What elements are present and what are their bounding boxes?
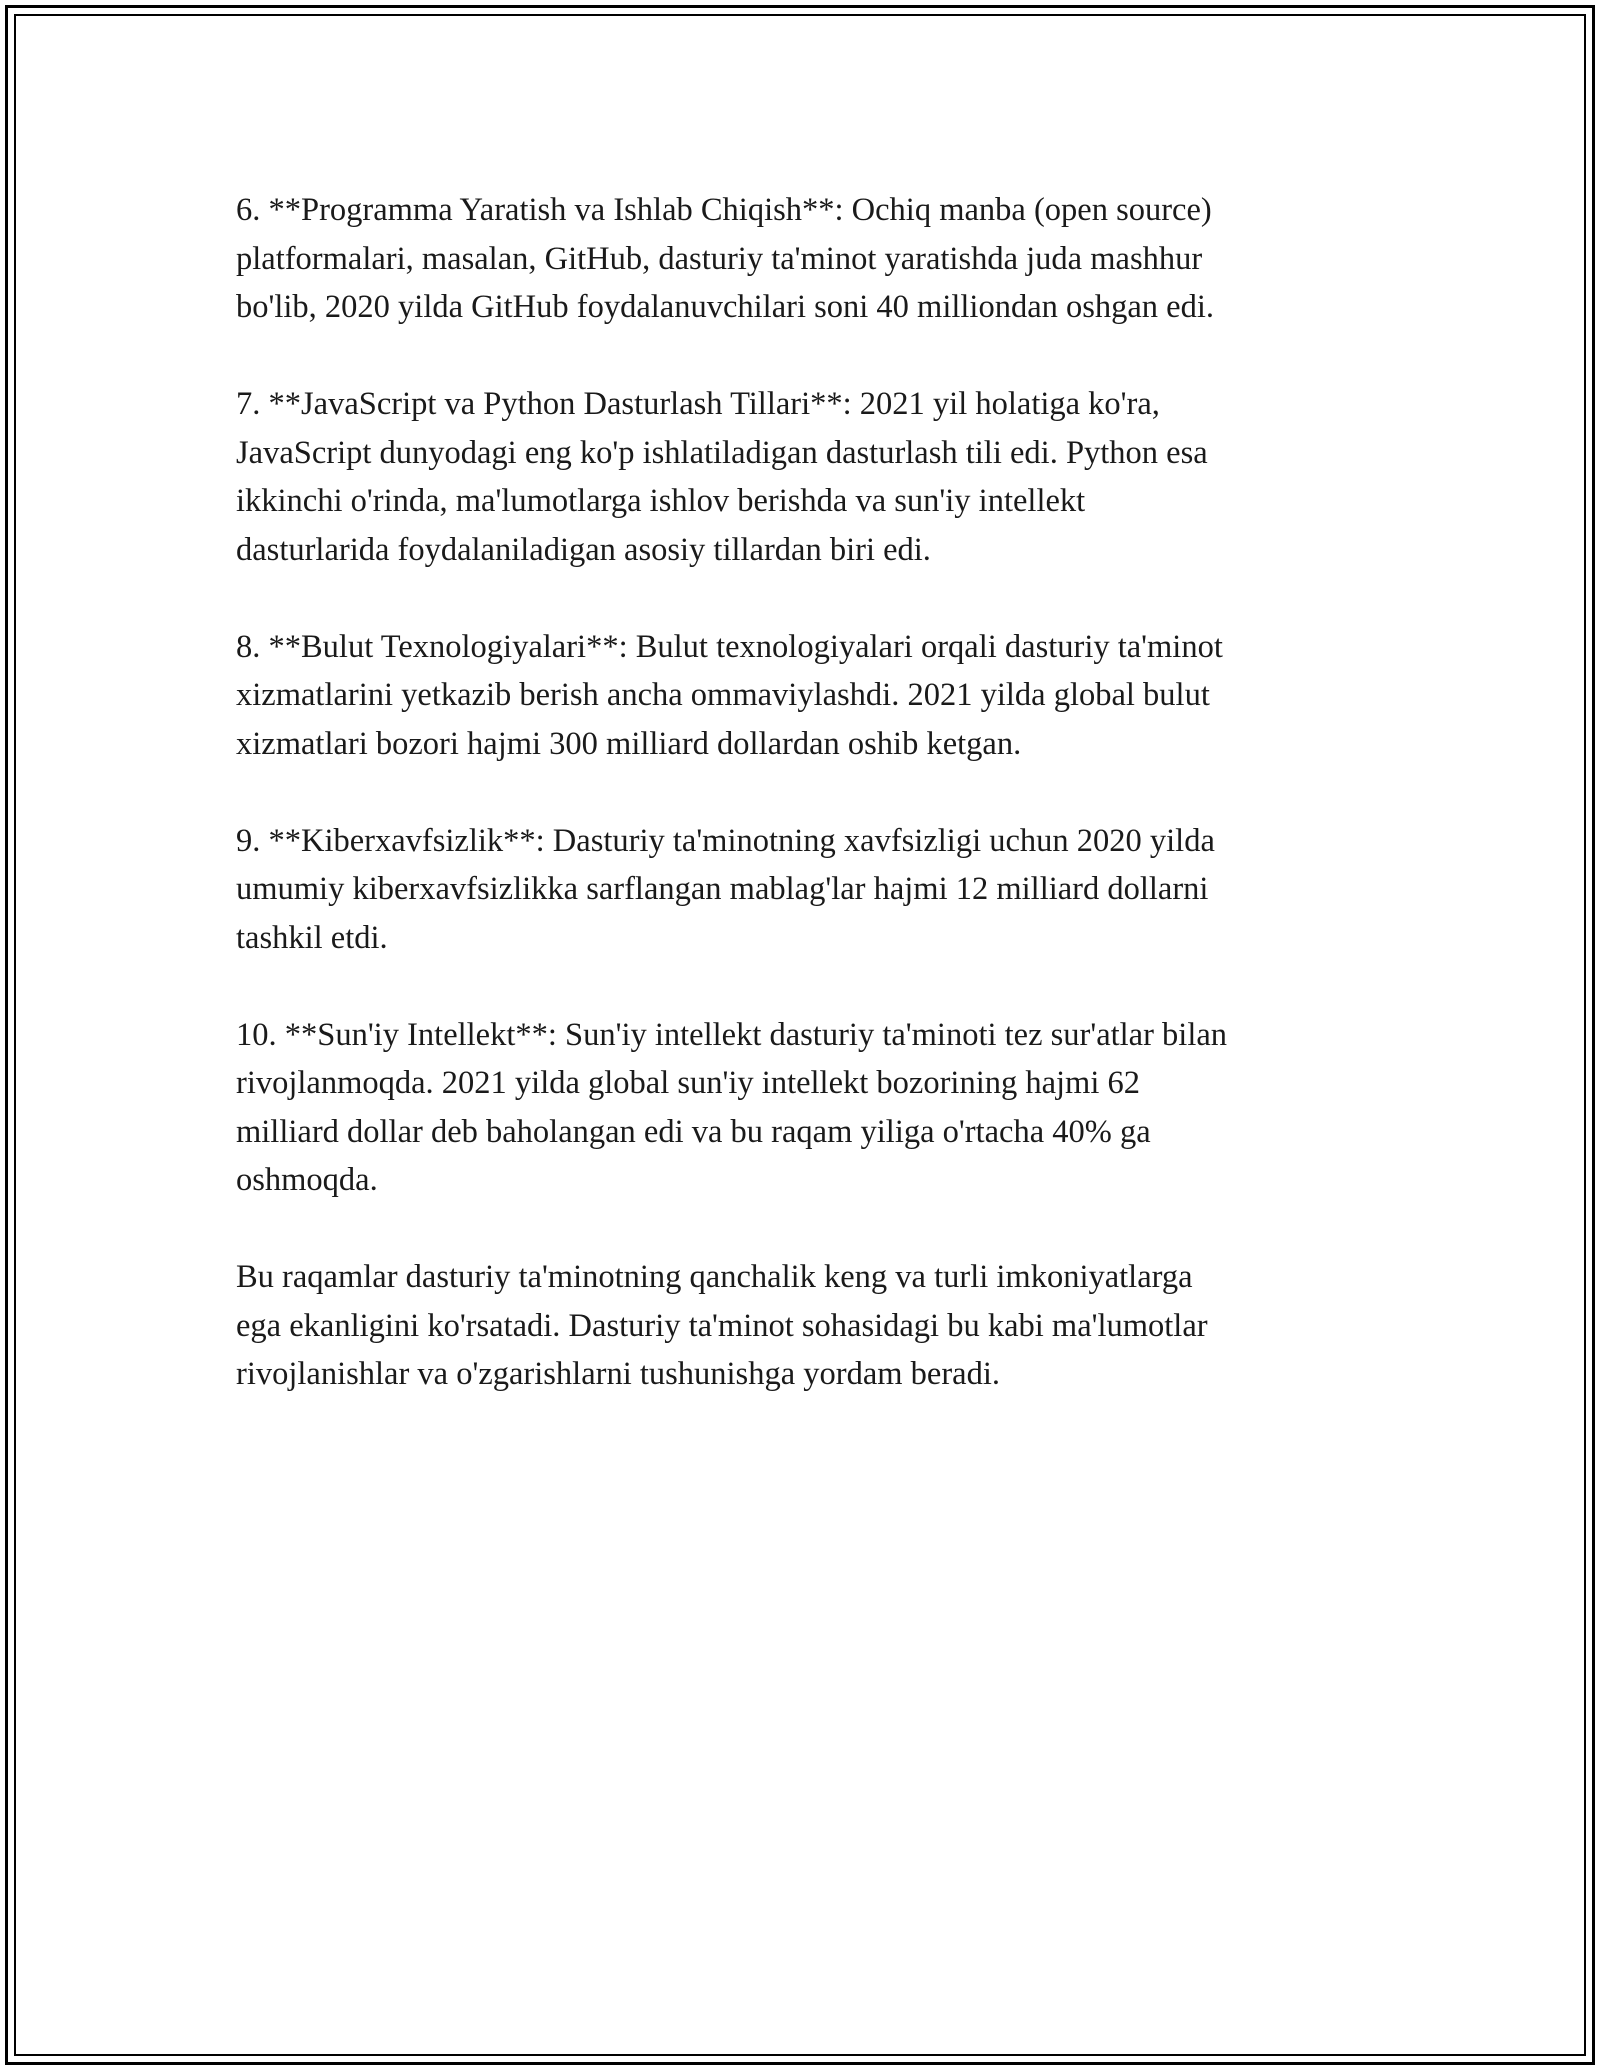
text-line: platformalari, masalan, GitHub, dasturiy ta'minot yaratishda juda mashhur <box>236 240 1203 277</box>
paragraph-item-6 <box>236 186 1366 332</box>
text-line: Bu raqamlar dasturiy ta'minotning qanchalik keng va turli imkoniyatlarga <box>236 1259 1193 1295</box>
text-line: umumiy kiberxavfsizlikka sarflangan mablag'lar hajmi 12 milliard dollarni <box>236 871 1209 907</box>
text-line: 7. **JavaScript va Python Dasturlash Tillari**: 2021 yil holatiga ko'ra, <box>236 386 1160 422</box>
text-line: rivojlanishlar va o'zgarishlarni tushunishga yordam beradi. <box>236 1356 1000 1392</box>
text-line: xizmatlarini yetkazib berish ancha ommaviylashdi. 2021 yilda global bulut <box>236 677 1210 713</box>
text-line: JavaScript dunyodagi eng ko'p ishlatiladigan dasturlash tili edi. Python esa <box>236 434 1208 471</box>
text-line: 9. **Kiberxavfsizlik**: Dasturiy ta'minotning xavfsizligi uchun 2020 yilda <box>236 822 1215 859</box>
text-line: ega ekanligini ko'rsatadi. Dasturiy ta'minot sohasidagi bu kabi ma'lumotlar <box>236 1307 1208 1344</box>
text-line: ikkinchi o'rinda, ma'lumotlarga ishlov berishda va sun'iy intellekt <box>236 483 1086 519</box>
text-line: 6. **Programma Yaratish va Ishlab Chiqish**: Ochiq manba (open source) <box>236 192 1212 228</box>
paragraph-conclusion <box>236 1253 1366 1399</box>
text-line: 8. **Bulut Texnologiyalari**: Bulut texnologiyalari orqali dasturiy ta'minot <box>236 628 1223 665</box>
text-line: oshmoqda. <box>236 1162 378 1198</box>
document-body <box>236 186 1366 1447</box>
paragraph-item-7 <box>236 380 1366 574</box>
text-line: dasturlarida foydalaniladigan asosiy tillardan biri edi. <box>236 531 931 568</box>
text-line: tashkil etdi. <box>236 919 388 956</box>
text-line: bo'lib, 2020 yilda GitHub foydalanuvchilari soni 40 milliondan oshgan edi. <box>236 289 1215 325</box>
paragraph-item-10 <box>236 1011 1366 1205</box>
paragraph-item-9 <box>236 817 1366 963</box>
text-line: xizmatlari bozori hajmi 300 milliard dollardan oshib ketgan. <box>236 725 1022 762</box>
text-line: rivojlanmoqda. 2021 yilda global sun'iy intellekt bozorining hajmi 62 <box>236 1065 1140 1101</box>
paragraph-item-8 <box>236 623 1366 769</box>
text-line: 10. **Sun'iy Intellekt**: Sun'iy intellekt dasturiy ta'minoti tez sur'atlar bilan <box>236 1016 1228 1053</box>
text-line: milliard dollar deb baholangan edi va bu raqam yiliga o'rtacha 40% ga <box>236 1113 1151 1150</box>
